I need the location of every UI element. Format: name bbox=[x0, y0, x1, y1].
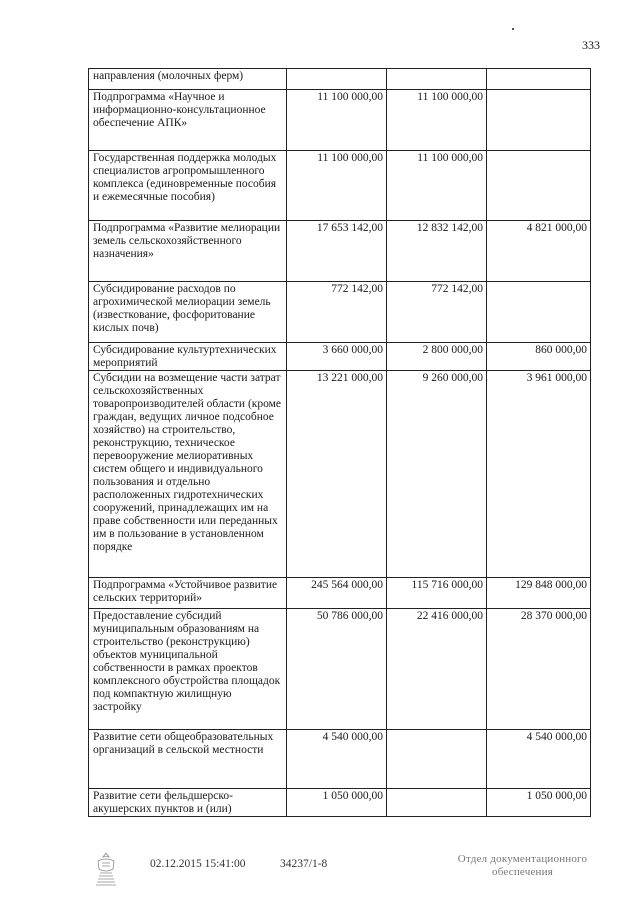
page-number: 333 bbox=[582, 38, 600, 52]
name-cell: Субсидирование культуртехнических мероприятий bbox=[89, 343, 287, 371]
amount-regional-cell bbox=[387, 730, 487, 789]
amount-federal-cell bbox=[487, 151, 591, 221]
amount-total-cell: 4 540 000,00 bbox=[287, 730, 387, 789]
amount-total-cell: 50 786 000,00 bbox=[287, 609, 387, 730]
amount-regional-cell: 22 416 000,00 bbox=[387, 609, 487, 730]
amount-total-cell: 772 142,00 bbox=[287, 282, 387, 343]
amount-regional-cell: 115 716 000,00 bbox=[387, 578, 487, 609]
table-row bbox=[89, 282, 591, 343]
amount-total-cell bbox=[287, 69, 387, 90]
department-stamp-line: обеспечения bbox=[492, 866, 553, 878]
amount-federal-cell: 1 050 000,00 bbox=[487, 789, 591, 817]
amount-federal-cell: 860 000,00 bbox=[487, 343, 591, 371]
amount-federal-cell: 4 540 000,00 bbox=[487, 730, 591, 789]
budget-table bbox=[88, 68, 591, 817]
amount-federal-cell bbox=[487, 282, 591, 343]
name-cell: Субсидии на возмещение части затрат сельскохозяйственных товаропроизводителей области (кроме граждан, ведущих личное подсобное хозяйство) на строительство, реконструкцию, техническое перевооружение мелиоративных систем общего и индивидуального пользования и отдельно расположенных гидротехнических сооружений, принадлежащих им на праве собственности или переданных им в пользование в установленном порядке bbox=[89, 371, 287, 578]
name-cell: Развитие сети фельдшерско-акушерских пунктов и (или) bbox=[89, 789, 287, 817]
amount-total-cell: 245 564 000,00 bbox=[287, 578, 387, 609]
name-cell: Предоставление субсидий муниципальным образованиям на строительство (реконструкцию) объектов муниципальной собственности в рамках проектов комплексного обустройства площадок под компактную жилищную застройку bbox=[89, 609, 287, 730]
amount-total-cell: 11 100 000,00 bbox=[287, 90, 387, 151]
department-stamp bbox=[450, 853, 595, 879]
amount-total-cell: 13 221 000,00 bbox=[287, 371, 387, 578]
footer-doc-number: 34237/1-8 bbox=[280, 858, 328, 870]
amount-federal-cell: 129 848 000,00 bbox=[487, 578, 591, 609]
department-stamp-line: Отдел документационного bbox=[457, 853, 588, 865]
amount-federal-cell bbox=[487, 90, 591, 151]
amount-total-cell: 11 100 000,00 bbox=[287, 151, 387, 221]
name-cell: Субсидирование расходов по агрохимической мелиорации земель (известкование, фосфоритование кислых почв) bbox=[89, 282, 287, 343]
amount-total-cell: 3 660 000,00 bbox=[287, 343, 387, 371]
table-row bbox=[89, 730, 591, 789]
amount-federal-cell bbox=[487, 69, 591, 90]
amount-total-cell: 1 050 000,00 bbox=[287, 789, 387, 817]
table-row bbox=[89, 151, 591, 221]
amount-total-cell: 17 653 142,00 bbox=[287, 221, 387, 282]
name-cell: Подпрограмма «Научное и информационно-консультационное обеспечение АПК» bbox=[89, 90, 287, 151]
amount-federal-cell: 3 961 000,00 bbox=[487, 371, 591, 578]
scan-speck bbox=[512, 28, 514, 30]
amount-regional-cell: 11 100 000,00 bbox=[387, 151, 487, 221]
name-cell: Подпрограмма «Развитие мелиорации земель сельскохозяйственного назначения» bbox=[89, 221, 287, 282]
name-cell: Подпрограмма «Устойчивое развитие сельских территорий» bbox=[89, 578, 287, 609]
table-row bbox=[89, 371, 591, 578]
table-row bbox=[89, 69, 591, 90]
amount-regional-cell: 772 142,00 bbox=[387, 282, 487, 343]
table-row bbox=[89, 789, 591, 817]
name-cell: направления (молочных ферм) bbox=[89, 69, 287, 90]
amount-regional-cell: 9 260 000,00 bbox=[387, 371, 487, 578]
table-row bbox=[89, 221, 591, 282]
budget-table-body bbox=[89, 69, 591, 817]
amount-federal-cell: 4 821 000,00 bbox=[487, 221, 591, 282]
table-row bbox=[89, 90, 591, 151]
amount-regional-cell: 11 100 000,00 bbox=[387, 90, 487, 151]
table-row bbox=[89, 343, 591, 371]
footer-datetime: 02.12.2015 15:41:00 bbox=[150, 858, 246, 870]
table-row bbox=[89, 578, 591, 609]
amount-regional-cell: 2 800 000,00 bbox=[387, 343, 487, 371]
name-cell: Развитие сети общеобразовательных организаций в сельской местности bbox=[89, 730, 287, 789]
name-cell: Государственная поддержка молодых специалистов агропромышленного комплекса (единовременные пособия и ежемесячные пособия) bbox=[89, 151, 287, 221]
amount-regional-cell bbox=[387, 69, 487, 90]
amount-regional-cell bbox=[387, 789, 487, 817]
table-row bbox=[89, 609, 591, 730]
amount-regional-cell: 12 832 142,00 bbox=[387, 221, 487, 282]
amount-federal-cell: 28 370 000,00 bbox=[487, 609, 591, 730]
coat-of-arms-icon bbox=[92, 851, 120, 887]
